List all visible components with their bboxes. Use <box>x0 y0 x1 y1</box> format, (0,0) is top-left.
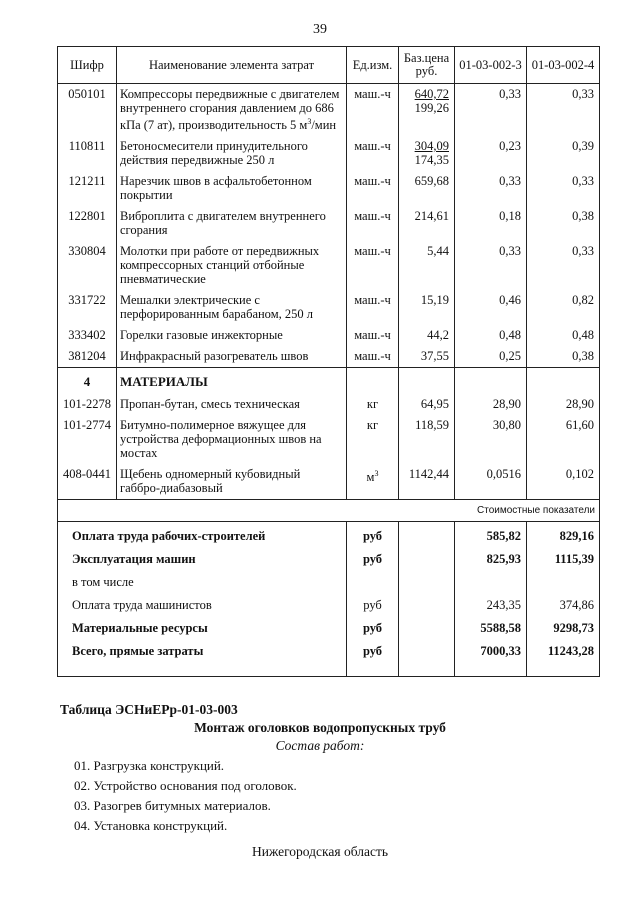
row-price: 44,2 <box>399 325 455 346</box>
row-value-1: 0,23 <box>455 136 527 171</box>
row-price: 214,61 <box>399 206 455 241</box>
summary-unit: руб <box>347 522 399 549</box>
table-row <box>58 464 600 500</box>
table-header-row <box>58 47 600 84</box>
summary-label: Оплата труда машинистов <box>58 594 347 617</box>
row-value-1: 28,90 <box>455 394 527 415</box>
summary-value-2 <box>527 571 600 594</box>
row-price: 640,72 199,26 <box>399 84 455 137</box>
row-value-2: 28,90 <box>527 394 600 415</box>
header-unit: Ед.изм. <box>347 47 399 84</box>
row-code: 122801 <box>58 206 117 241</box>
list-item: 04. Установка конструкций. <box>74 818 228 833</box>
cost-table <box>57 46 600 677</box>
row-value-1: 0,18 <box>455 206 527 241</box>
row-value-2: 0,33 <box>527 241 600 290</box>
summary-value-1: 585,82 <box>455 522 527 549</box>
header-code: Шифр <box>58 47 117 84</box>
list-item: 02. Устройство основания под оголовок. <box>74 778 297 793</box>
row-value-2: 0,102 <box>527 464 600 500</box>
row-code: 330804 <box>58 241 117 290</box>
table-row <box>58 325 600 346</box>
list-item: 01. Разгрузка конструкций. <box>74 758 225 773</box>
row-name: Виброплита с двигателем внутреннего сгорания <box>117 206 347 241</box>
summary-value-1 <box>455 571 527 594</box>
table-row <box>58 206 600 241</box>
row-unit: маш.-ч <box>347 346 399 368</box>
row-code: 121211 <box>58 171 117 206</box>
summary-unit: руб <box>347 617 399 640</box>
operations-list <box>74 756 297 836</box>
summary-label: Эксплуатация машин <box>58 548 347 571</box>
table-row <box>58 415 600 464</box>
row-name: Нарезчик швов в асфальтобетонном покрытии <box>117 171 347 206</box>
summary-unit: руб <box>347 594 399 617</box>
row-value-2: 0,33 <box>527 84 600 137</box>
row-value-2: 0,38 <box>527 206 600 241</box>
summary-value-1: 7000,33 <box>455 640 527 677</box>
summary-label: Материальные ресурсы <box>58 617 347 640</box>
row-name: Бетоносмесители принудительного действия передвижные 250 л <box>117 136 347 171</box>
summary-row <box>58 640 600 677</box>
row-name: Битумно-полимерное вяжущее для устройства деформационных швов на мостах <box>117 415 347 464</box>
row-unit: кг <box>347 394 399 415</box>
row-name: Инфракрасный разогреватель швов <box>117 346 347 368</box>
row-value-1: 30,80 <box>455 415 527 464</box>
row-value-2: 0,38 <box>527 346 600 368</box>
summary-value-2: 9298,73 <box>527 617 600 640</box>
row-unit: маш.-ч <box>347 171 399 206</box>
table-row <box>58 394 600 415</box>
summary-value-1: 5588,58 <box>455 617 527 640</box>
summary-value-1: 243,35 <box>455 594 527 617</box>
row-value-1: 0,46 <box>455 290 527 325</box>
row-code: 101-2774 <box>58 415 117 464</box>
row-code: 110811 <box>58 136 117 171</box>
summary-label: в том числе <box>58 571 347 594</box>
materials-section-row <box>58 368 600 395</box>
row-price: 64,95 <box>399 394 455 415</box>
header-price: Баз.цена руб. <box>399 47 455 84</box>
row-value-2: 0,33 <box>527 171 600 206</box>
row-name: Молотки при работе от передвижных компрессорных станций отбойные пневматические <box>117 241 347 290</box>
row-price: 304,09 174,35 <box>399 136 455 171</box>
summary-row <box>58 571 600 594</box>
summary-value-2: 374,86 <box>527 594 600 617</box>
row-price: 118,59 <box>399 415 455 464</box>
summary-label: Оплата труда рабочих-строителей <box>58 522 347 549</box>
row-unit: маш.-ч <box>347 325 399 346</box>
summary-unit <box>347 571 399 594</box>
summary-unit: руб <box>347 640 399 677</box>
list-item: 03. Разогрев битумных материалов. <box>74 798 271 813</box>
row-name: Компрессоры передвижные с двигателем внутреннего сгорания давлением до 686 кПа (7 ат), производительность 5 $м^3$/мин <box>117 84 347 137</box>
table-row <box>58 136 600 171</box>
row-name: Горелки газовые инжекторные <box>117 325 347 346</box>
row-unit: маш.-ч <box>347 84 399 137</box>
row-code: 101-2278 <box>58 394 117 415</box>
row-price: 1142,44 <box>399 464 455 500</box>
row-unit: $м^3$ <box>347 464 399 500</box>
table-row <box>58 346 600 368</box>
row-price: 15,19 <box>399 290 455 325</box>
table-row <box>58 84 600 137</box>
row-code: 050101 <box>58 84 117 137</box>
row-price: 5,44 <box>399 241 455 290</box>
summary-label: Всего, прямые затраты <box>58 640 347 677</box>
header-col2: 01-03-002-4 <box>527 47 600 84</box>
page-number: 39 <box>313 22 327 37</box>
summary-value-2: 829,16 <box>527 522 600 549</box>
row-value-1: 0,33 <box>455 84 527 137</box>
summary-row <box>58 617 600 640</box>
row-value-1: 0,25 <box>455 346 527 368</box>
row-unit: маш.-ч <box>347 206 399 241</box>
row-price: 659,68 <box>399 171 455 206</box>
row-code: 331722 <box>58 290 117 325</box>
section-title: МАТЕРИАЛЫ <box>117 368 347 395</box>
summary-row <box>58 548 600 571</box>
summary-unit: руб <box>347 548 399 571</box>
row-value-1: 0,33 <box>455 241 527 290</box>
row-unit: маш.-ч <box>347 136 399 171</box>
region-footer: Нижегородская область <box>251 844 389 859</box>
table-row <box>58 171 600 206</box>
row-price: 37,55 <box>399 346 455 368</box>
row-value-1: 0,33 <box>455 171 527 206</box>
row-value-1: 0,48 <box>455 325 527 346</box>
table-row <box>58 241 600 290</box>
summary-row <box>58 522 600 549</box>
cost-caption: Стоимостные показатели <box>58 500 600 522</box>
work-title: Монтаж оголовков водопропускных труб <box>194 720 446 735</box>
row-unit: кг <box>347 415 399 464</box>
row-code: 408-0441 <box>58 464 117 500</box>
header-name: Наименование элемента затрат <box>117 47 347 84</box>
row-name: Мешалки электрические с перфорированным барабаном, 250 л <box>117 290 347 325</box>
section-number: 4 <box>58 368 117 395</box>
row-code: 333402 <box>58 325 117 346</box>
table-row <box>58 290 600 325</box>
row-value-2: 0,39 <box>527 136 600 171</box>
row-name: Щебень одномерный кубовидный габбро-диабазовый <box>117 464 347 500</box>
row-name: Пропан-бутан, смесь техническая <box>117 394 347 415</box>
work-subtitle: Состав работ: <box>275 738 365 753</box>
summary-value-2: 1115,39 <box>527 548 600 571</box>
row-value-1: 0,0516 <box>455 464 527 500</box>
row-value-2: 0,48 <box>527 325 600 346</box>
summary-row <box>58 594 600 617</box>
next-table-title: Таблица ЭСНиЕРр-01-03-003 <box>60 702 238 717</box>
header-col1: 01-03-002-3 <box>455 47 527 84</box>
row-unit: маш.-ч <box>347 241 399 290</box>
summary-value-1: 825,93 <box>455 548 527 571</box>
row-value-2: 61,60 <box>527 415 600 464</box>
row-unit: маш.-ч <box>347 290 399 325</box>
summary-value-2: 11243,28 <box>527 640 600 677</box>
cost-caption-row <box>58 500 600 522</box>
row-code: 381204 <box>58 346 117 368</box>
row-value-2: 0,82 <box>527 290 600 325</box>
